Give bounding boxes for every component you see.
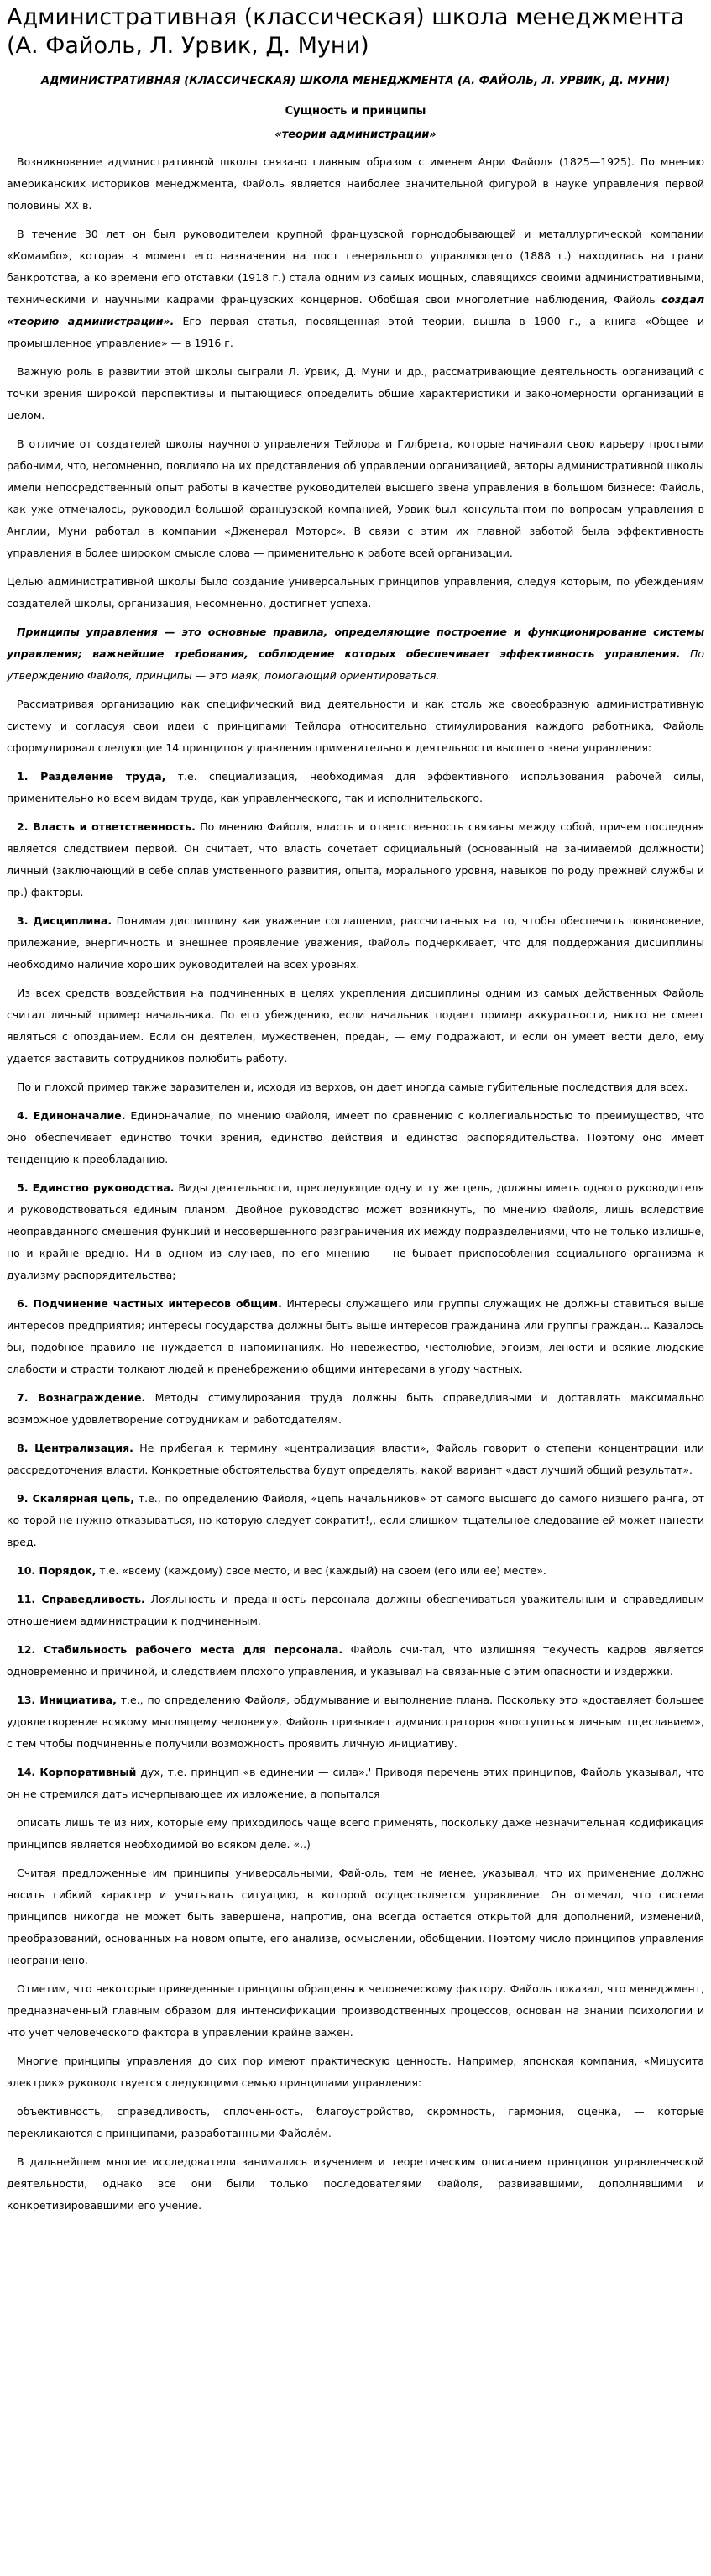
paragraph-bad-example: По и плохой пример также заразителен и, исходя из верхов, он дает иногда самые губительные последствия для всех.: [17, 1081, 688, 1093]
paragraph-human-factor: Отметим, что некоторые приведенные принципы обращены к человеческому фактору. Файоль показал, что менеджмент, предназначенный главным образом для интенсификации производственных процессов, основан на знании психологии и что учет человеческого фактора в управлении крайне важен.: [7, 1982, 704, 2039]
principle-label: 1. Разделение труда,: [17, 770, 166, 783]
principle-9: [7, 1488, 704, 1553]
principle-14: [7, 1762, 704, 1805]
paragraph-text: По утверждению Файоля, принципы — это маяк, помогающий ориентироваться.: [7, 647, 704, 682]
principle-label: 4. Единоначалие.: [17, 1109, 126, 1122]
principle-label: 10. Порядок,: [17, 1564, 97, 1577]
principle-4: [7, 1105, 704, 1170]
paragraph-comparison: В отличие от создателей школы научного управления Тейлора и Гилбрета, которые начинали свою карьеру простыми рабочими, что, несомненно, повлияло на их представления об управлении организацией, авторы административной школы имели непосредственный опыт работы в качестве руководителей высшего звена управления в большом бизнесе: Файоль, как уже отмечалось, руководил большой французской компанией, Урвик был консультантом по вопросам управления в Англии, Муни работал в компании «Дженерал Моторс». В связи с этим их главной заботой была эффективность управления в более широком смысле слова — применительно к работе всей организации.: [7, 437, 704, 559]
section-heading: Сущность и принципы: [285, 105, 426, 118]
principle-11: [7, 1589, 704, 1632]
principle-label: 6. Подчинение частных интересов общим.: [17, 1297, 282, 1310]
principle-label: 11. Справедливость.: [17, 1593, 145, 1605]
paragraph-text: В течение 30 лет он был руководителем крупной французской горнодобывающей и металлургической компании «Комамбо», которая в момент его назначения на пост генерального управляющего (1888 г.) находилась на грани банкротства, а ко времени его отставки (1918 г.) стала одним из самых мощных, славящихся своими административными, техническими и научными кадрами французских концернов. Обобщая свои многолетние наблюдения, Файоль: [7, 228, 704, 306]
principle-5: [7, 1177, 704, 1286]
principle-7: [7, 1387, 704, 1431]
paragraph-codification: описать лишь те из них, которые ему приходилось чаще всего применять, поскольку даже незначительная кодификация принципов является необходимой во всяком деле. «..): [7, 1816, 704, 1851]
principle-text: Лояльность и преданность персонала должны обеспечиваться уважительным и справедливым отношением администрации к подчиненным.: [7, 1593, 704, 1627]
principle-text: Виды деятельности, преследующие одну и ту же цель, должны иметь одного руководителя и руководствоваться единым планом. Двойное руководство может возникнуть, по мнению Файоля, лишь вследствие неоправданного смешения функций и несовершенного разграничения их между подразделениями, что не только излишне, но и крайне вредно. Ни в одном из случаев, по его мнению — не бывает приспособления социального организма к дуализму распорядительства;: [7, 1181, 704, 1281]
paragraph-matsushita: объективность, справедливость, сплоченность, благоустройство, скромность, гармония, оценка, — которые перекликаются с принципами, разработанными Файолём.: [7, 2105, 704, 2139]
principle-label: 3. Дисциплина.: [17, 914, 112, 927]
paragraph-intro: Возникновение административной школы связано главным образом с именем Анри Файоля (1825—1925). По мнению американских историков менеджмента, Файоль является наиболее значительной фигурой в науке управления первой половины XX в.: [7, 155, 704, 212]
paragraph-definition: [7, 621, 704, 687]
principle-text: Методы стимулирования труда должны быть справедливыми и доставлять максимально возможное удовлетворение сотрудникам и работодателям.: [7, 1391, 705, 1426]
principle-text: т.е., по определению Файоля, «цепь начальников» от самого высшего до самого низшего ранга, от ко-торой не нужно отказываться, но которую следует сократит!,, если слишком тщательное следование ей может нанести вред.: [7, 1492, 704, 1548]
principle-text: По мнению Файоля, власть и ответственность связаны между собой, причем последняя является следствием первой. Он считает, что власть сочетает официальный (основанный на занимаемой должности) личный (заключающий в себе сплав умственного развития, опыта, морального уровня, навыков по роду прежней службы и пр.) факторы.: [7, 820, 704, 898]
principle-text: Файоль счи-тал, что излишняя текучесть кадров является одновременно и причиной, и следствием плохого управления, и указывал на связанные с этим опасности и издержки.: [7, 1643, 704, 1678]
paragraph-text: Его первая статья, посвященная этой теории, вышла в 1900 г., а книга «Общее и промышленное управление» — в 1916 г.: [7, 315, 704, 349]
page-title: Административная (классическая) школа менеджмента (А. Файоль, Л. Урвик, Д. Муни): [7, 4, 685, 59]
paragraph-practical-value: Многие принципы управления до сих пор имеют практическую ценность. Например, японская компания, «Мицусита электрик» руководствуется следующими семью принципами управления:: [7, 2055, 704, 2089]
principle-text: Единоначалие, по мнению Файоля, имеет по сравнению с коллегиальностью то преимущество, что оно обеспечивает единство точки зрения, единство действия и единство распорядительства. Поэтому оно имеет тенденцию к преобладанию.: [7, 1109, 704, 1165]
principle-label: 2. Власть и ответственность.: [17, 820, 196, 833]
principle-text: Понимая дисциплину как уважение соглашении, рассчитанных на то, чтобы обеспечить повиновение, прилежание, энергичность и внешнее проявление уважения, Файоль подчеркивает, что для поддержания дисциплины необходимо наличие хороших руководителей на всех уровнях.: [7, 914, 704, 971]
principle-label: 5. Единство руководства.: [17, 1181, 175, 1194]
paragraph-universality: Считая предложенные им принципы универсальными, Фай-оль, тем не менее, указывал, что их применение должно носить гибкий характер и учитывать ситуацию, в которой осуществляется управление. Он отмечал, что система принципов никогда не может быть завершена, напротив, она всегда остается открытой для дополнений, изменений, преобразований, основанных на новом опыте, его анализе, осмыслении, обобщении. Поэтому число принципов управления неограничено.: [7, 1867, 704, 1966]
principle-6: [7, 1293, 704, 1380]
principle-label: 12. Стабильность рабочего места для персонала.: [17, 1643, 343, 1656]
principle-text: Не прибегая к термину «централизация власти», Файоль говорит о степени концентрации или рассредоточения власти. Конкретные обстоятельства будут определять, какой вариант «даст лучший общий результат».: [7, 1442, 704, 1476]
principle-10: [7, 1560, 704, 1582]
principle-label: 8. Централизация.: [17, 1442, 133, 1454]
principle-12: [7, 1639, 704, 1683]
principle-label: 9. Скалярная цепь,: [17, 1492, 135, 1505]
principle-3: [7, 910, 704, 976]
principle-2: [7, 816, 704, 903]
principle-label: 7. Вознаграждение.: [17, 1391, 146, 1404]
principle-1: [7, 766, 704, 809]
emphasis-text: создал «теорию администрации».: [7, 293, 704, 327]
principle-text: Интересы служащего или группы служащих не должны ставиться выше интересов предприятия; интересы государства должны быть выше интересов гражданина или группы граждан... Казалось бы, подобное правило не нуждается в напоминаниях. Но невежество, честолюбие, эгоизм, лености и всякие людские слабости и страсти толкают людей к пренебрежению общими интересами в угоду частных.: [7, 1297, 704, 1375]
paragraph-conclusion: В дальнейшем многие исследователи занимались изучением и теоретическим описанием принципов управленческой деятельности, однако все они были только последователями Файоля, развивавшими, дополнявшими и конкретизировавшими его учение.: [7, 2155, 704, 2212]
article-subtitle: АДМИНИСТРАТИВНАЯ (КЛАССИЧЕСКАЯ) ШКОЛА МЕНЕДЖМЕНТА (А. ФАЙОЛЬ, Л. УРВИК, Д. МУНИ): [40, 75, 671, 87]
principle-label: 13. Инициатива,: [17, 1694, 117, 1706]
paragraph-fayol-career: [7, 223, 704, 354]
principle-text: т.е. «всему (каждому) свое место, и вес (каждый) на своем (его или ее) месте».: [96, 1564, 546, 1577]
section-subheading: «теории администрации»: [274, 128, 437, 141]
principle-text: дух, т.е. принцип «в единении — сила».' Приводя перечень этих принципов, Файоль указывал, что он не стремился дать исчерпывающее их изложение, а попытался: [7, 1766, 704, 1800]
paragraph-goal: Целью административной школы было создание универсальных принципов управления, следуя которым, по убеждениям создателей школы, организация, несомненно, достигнет успеха.: [7, 575, 704, 610]
principle-8: [7, 1437, 704, 1481]
definition-text: Принципы управления — это основные правила, определяющие построение и функционирование системы управления; важнейшие требования, соблюдение которых обеспечивает эффективность управления.: [7, 626, 704, 660]
principle-text: т.е., по определению Файоля, обдумывание и выполнение плана. Поскольку это «доставляет большее удовлетворение всякому мыслящему человеку», Файоль призывает администраторов «поступиться личным тщеславием», с тем чтобы подчиненные получили возможность проявить личную инициативу.: [7, 1694, 704, 1750]
principle-13: [7, 1689, 704, 1755]
paragraph-discipline-example: Из всех средств воздействия на подчиненных в целях укрепления дисциплины одним из самых действенных Файоль считал личный пример начальника. По его убеждению, если начальник подает пример аккуратности, никто не смеет являться с опозданием. Если он деятелен, мужественен, предан, — ему подражают, и если он умеет вести дело, ему удается заставить сотрудников полюбить работу.: [7, 987, 704, 1065]
principle-label: 14. Корпоративный: [17, 1766, 137, 1778]
principle-text: т.е. специализация, необходимая для эффективного использования рабочей силы, применительно ко всем видам труда, как управленческого, так и исполнительского.: [7, 770, 704, 804]
paragraph-followers: Важную роль в развитии этой школы сыграли Л. Урвик, Д. Муни и др., рассматривающие деятельность организаций с точки зрения широкой перспективы и пытающиеся определить общие характеристики и закономерности организаций в целом.: [7, 365, 704, 421]
paragraph-principles-intro: Рассматривая организацию как специфический вид деятельности и как столь же своеобразную административную систему и согласуя свои идеи с принципами Тейлора относительно стимулирования каждого работника, Файоль сформулировал следующие 14 принципов управления применительно к деятельности высшего звена управления:: [7, 698, 704, 754]
